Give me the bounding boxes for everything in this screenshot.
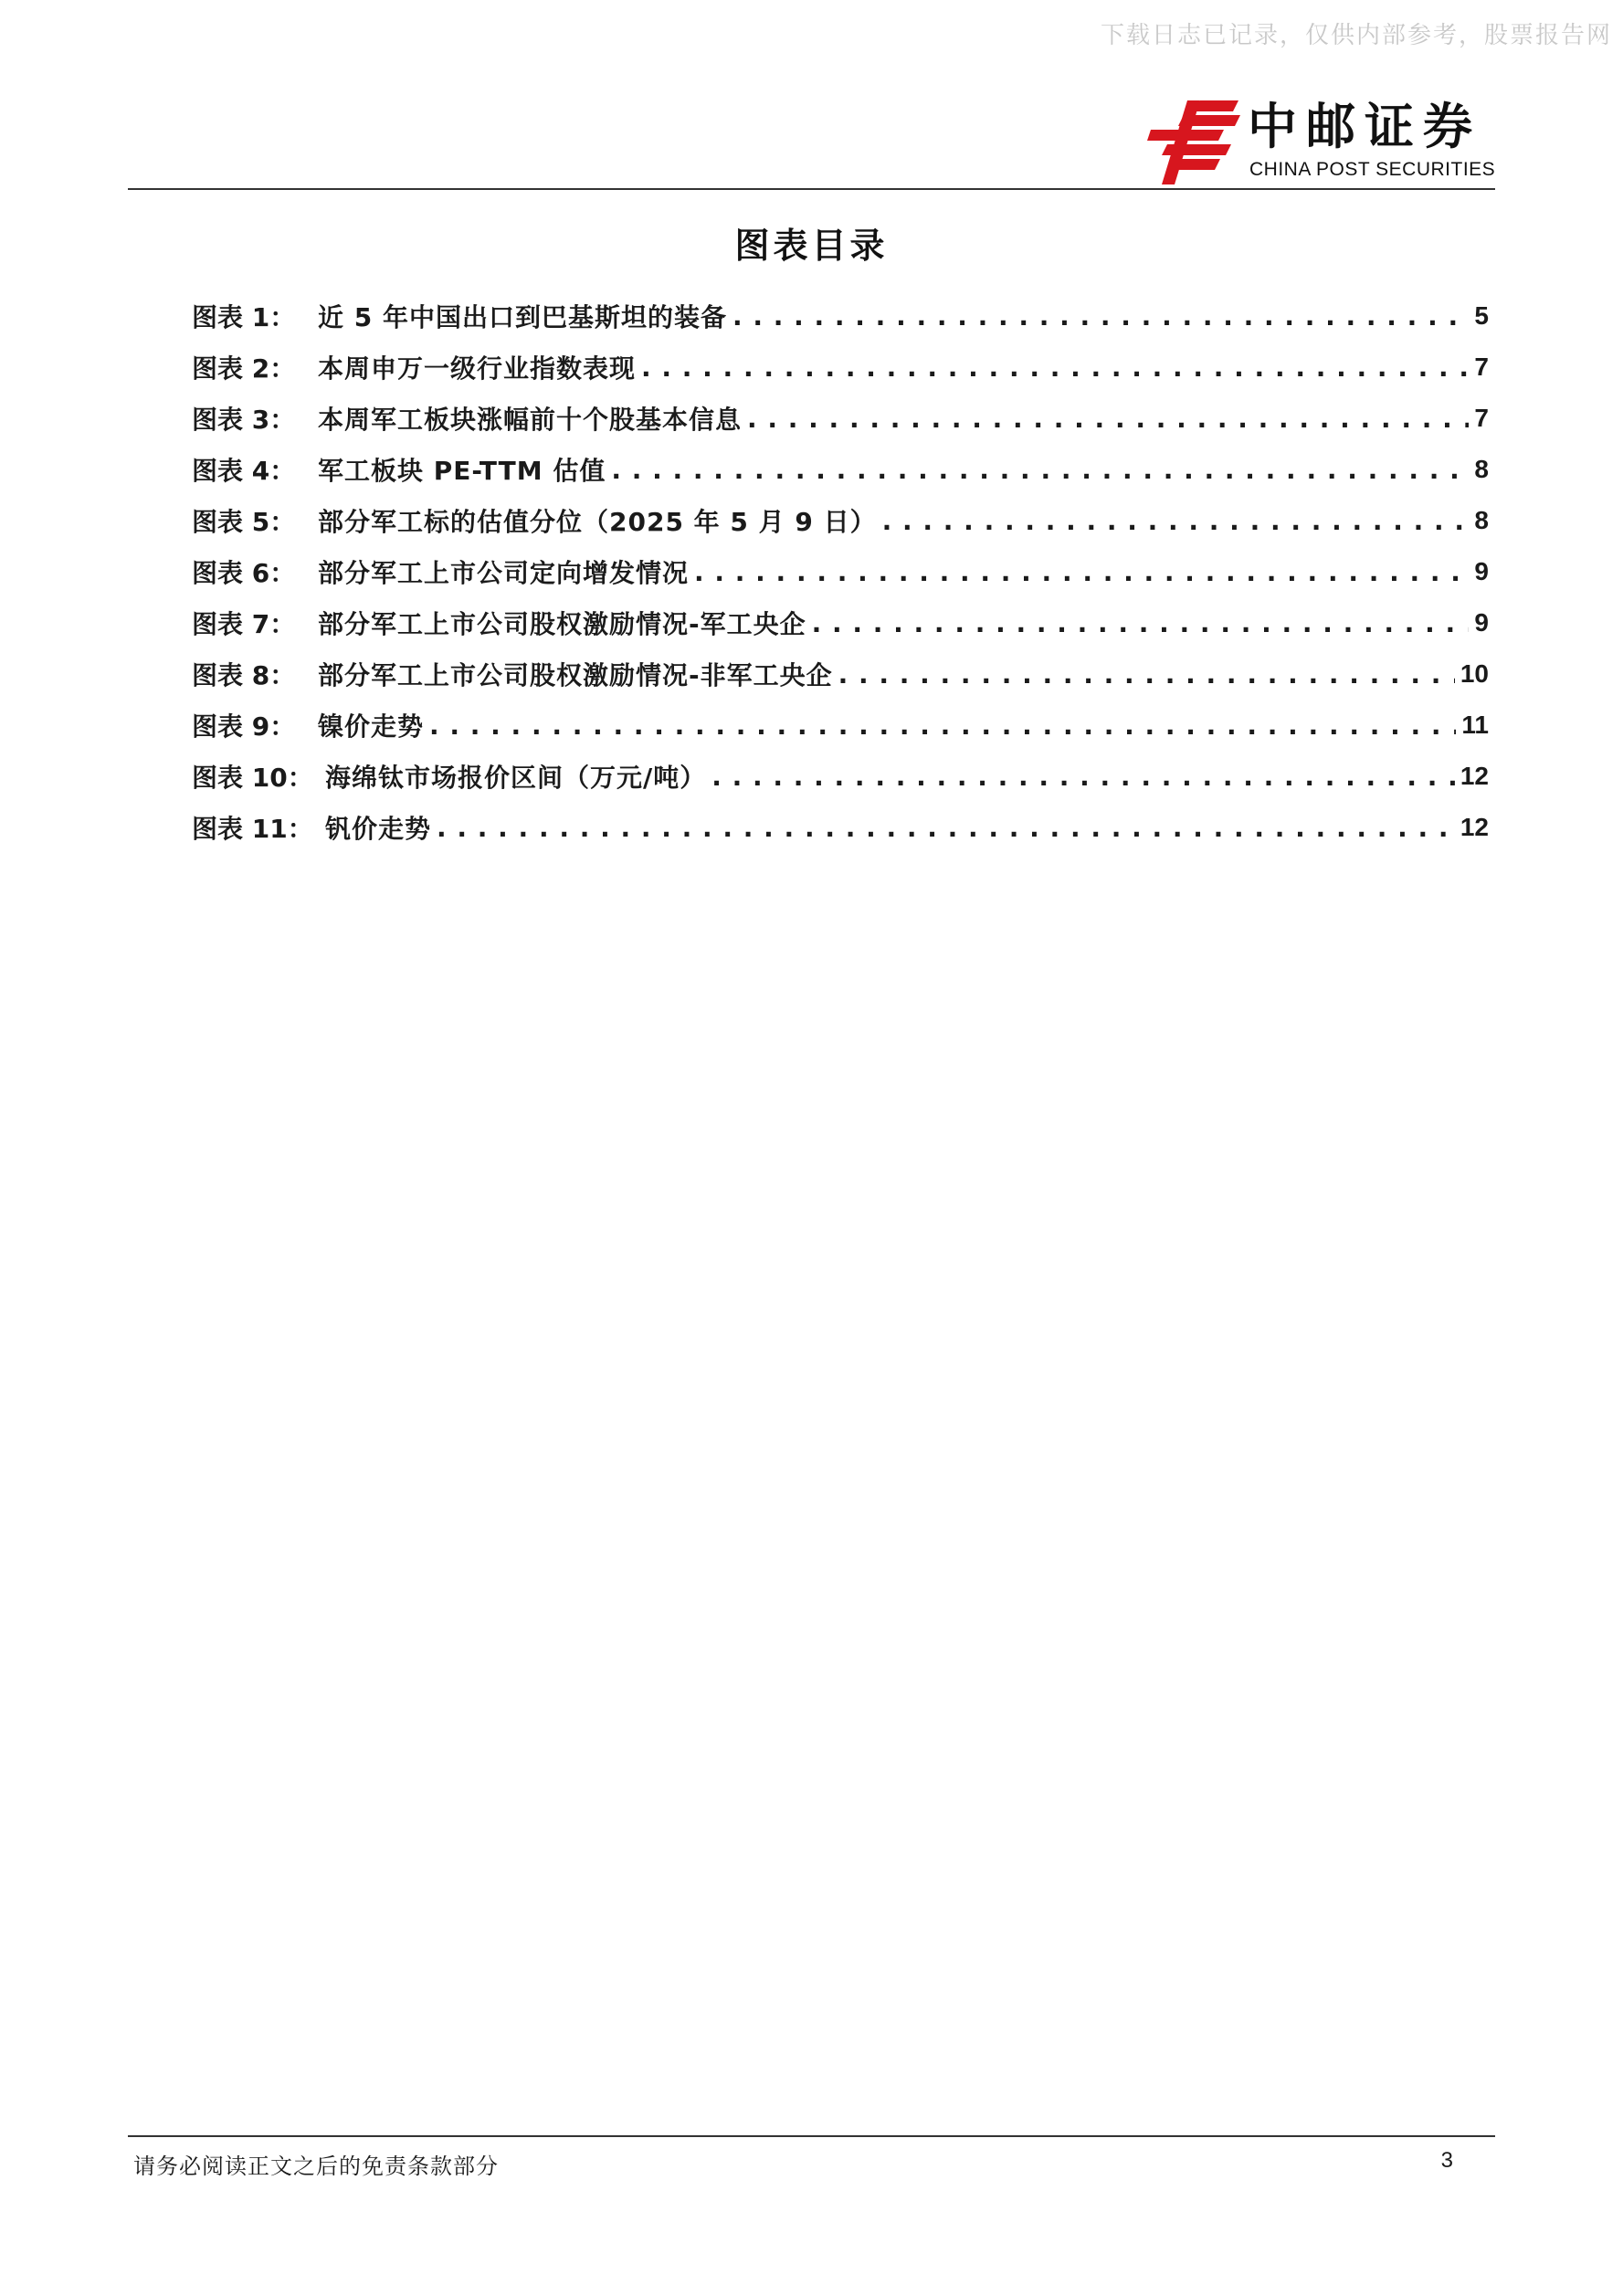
toc-entry-text: 海绵钛市场报价区间（万元/吨）: [325, 763, 707, 793]
toc-entry-text: 军工板块 PE-TTM 估值: [318, 456, 606, 486]
footer-disclaimer: 请务必阅读正文之后的免责条款部分: [133, 2154, 499, 2179]
toc-leader-dots: [732, 301, 1469, 332]
footer-divider: [128, 2135, 1495, 2137]
toc-entry-page: 11: [1461, 711, 1489, 739]
toc-entry-page: 9: [1474, 557, 1489, 585]
toc-entry-label: 图表 1：: [192, 302, 296, 332]
toc-entry[interactable]: [192, 700, 1489, 751]
toc-entry-text: 部分军工上市公司股权激励情况-非军工央企: [318, 660, 833, 690]
toc-title: 图表目录: [734, 226, 889, 266]
brand-name-cn: 中邮证券: [1248, 98, 1481, 155]
toc-entry-label: 图表 2：: [192, 353, 296, 384]
watermark-text: 下载日志已记录，仅供内部参考，股票报告网: [1100, 22, 1612, 49]
toc-entry[interactable]: [192, 444, 1489, 495]
china-post-logo-icon: [1147, 99, 1242, 185]
toc-entry-text: 本周申万一级行业指数表现: [318, 353, 637, 384]
toc-entry-page: 9: [1474, 608, 1489, 637]
toc-entry-text: 钒价走势: [325, 814, 432, 844]
toc-entry-label: 图表 10：: [192, 763, 313, 793]
toc-entry-text: 部分军工标的估值分位（2025 年 5 月 9 日）: [318, 507, 877, 537]
toc-leader-dots: [429, 711, 1456, 741]
toc-entry-label: 图表 4：: [192, 456, 296, 486]
toc-list: [192, 290, 1489, 853]
toc-entry-label: 图表 3：: [192, 405, 296, 435]
toc-leader-dots: [611, 455, 1469, 485]
toc-entry-page: 8: [1474, 455, 1489, 483]
toc-entry-label: 图表 9：: [192, 711, 296, 742]
toc-entry-label: 图表 7：: [192, 609, 296, 639]
toc-entry-page: 7: [1474, 404, 1489, 432]
toc-entry-text: 近 5 年中国出口到巴基斯坦的装备: [318, 302, 727, 332]
toc-entry-page: 7: [1474, 353, 1489, 381]
toc-entry[interactable]: [192, 751, 1489, 802]
toc-entry-page: 12: [1460, 813, 1489, 841]
toc-entry[interactable]: [192, 648, 1489, 700]
toc-entry-text: 镍价走势: [318, 711, 425, 742]
toc-entry[interactable]: [192, 393, 1489, 444]
toc-entry-page: 12: [1460, 762, 1489, 790]
toc-entry-page: 8: [1474, 506, 1489, 534]
toc-leader-dots: [694, 557, 1469, 587]
toc-entry-page: 5: [1474, 301, 1489, 330]
toc-entry[interactable]: [192, 597, 1489, 648]
brand-logo: [1147, 99, 1503, 185]
toc-leader-dots: [641, 353, 1469, 383]
toc-leader-dots: [812, 608, 1470, 638]
toc-entry[interactable]: [192, 495, 1489, 546]
toc-entry[interactable]: [192, 802, 1489, 853]
toc-leader-dots: [838, 659, 1455, 690]
toc-leader-dots: [711, 762, 1455, 792]
toc-entry[interactable]: [192, 342, 1489, 393]
toc-leader-dots: [747, 404, 1469, 434]
toc-entry-text: 部分军工上市公司股权激励情况-军工央企: [318, 609, 806, 639]
toc-entry-text: 部分军工上市公司定向增发情况: [318, 558, 690, 588]
toc-entry-label: 图表 5：: [192, 507, 296, 537]
toc-entry-page: 10: [1460, 659, 1489, 688]
toc-entry-label: 图表 11：: [192, 814, 313, 844]
toc-leader-dots: [437, 813, 1455, 843]
header-divider: [128, 188, 1495, 190]
toc-leader-dots: [882, 506, 1470, 536]
toc-entry-text: 本周军工板块涨幅前十个股基本信息: [318, 405, 743, 435]
toc-entry-label: 图表 6：: [192, 558, 296, 588]
toc-entry[interactable]: [192, 290, 1489, 342]
toc-entry[interactable]: [192, 546, 1489, 597]
toc-entry-label: 图表 8：: [192, 660, 296, 690]
page-number: 3: [1440, 2148, 1453, 2173]
brand-name-en: CHINA POST SECURITIES: [1249, 159, 1496, 180]
